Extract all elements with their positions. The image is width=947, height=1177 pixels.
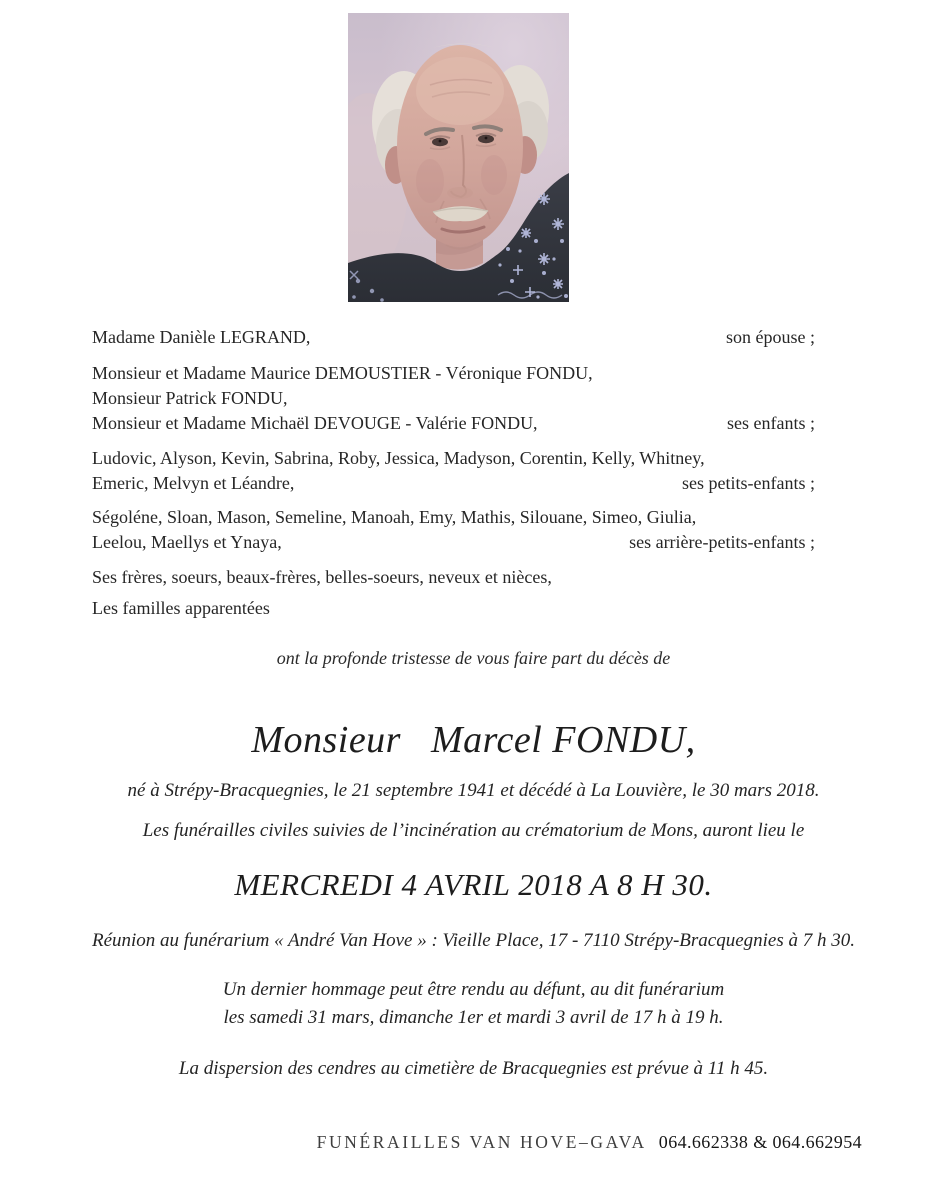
meeting-place-line: Réunion au funérarium « André Van Hove » : Vieille Place, 17 - 7110 Strépy-Bracquegnies à 7 h 30. — [91, 930, 855, 951]
family-names-line: Emeric, Melvyn et Léandre, — [92, 473, 295, 493]
relation-label: ses petits-enfants ; — [682, 473, 815, 493]
ashes-dispersal-line: La dispersion des cendres au cimetière de Bracquegnies est prévue à 11 h 45. — [178, 1058, 769, 1079]
footer — [0, 1132, 947, 1153]
portrait-photo — [348, 13, 569, 302]
family-names-line: Monsieur Patrick FONDU, — [92, 388, 288, 408]
funeral-home-name: FUNÉRAILLES VAN HOVE–GAVA — [316, 1132, 647, 1152]
family-group-great-grandchildren — [92, 505, 815, 555]
relation-label: ses enfants ; — [727, 413, 815, 433]
relation-label: son épouse ; — [726, 327, 815, 347]
family-names-line: Madame Danièle LEGRAND, — [92, 327, 311, 347]
family-names-line: Les familles apparentées — [92, 598, 270, 618]
family-group-siblings — [92, 565, 815, 590]
funeral-datetime-line: MERCREDI 4 AVRIL 2018 A 8 H 30. — [234, 867, 713, 902]
family-group-spouse — [92, 325, 815, 350]
family-names-line: Monsieur et Madame Maurice DEMOUSTIER - Véronique FONDU, — [92, 363, 593, 383]
deceased-title: Monsieur — [251, 719, 401, 761]
funeral-home-phones: 064.662338 & 064.662954 — [658, 1132, 862, 1152]
life-dates-line: né à Strépy-Bracquegnies, le 21 septembre 1941 et décédé à La Louvière, le 30 mars 2018. — [127, 780, 820, 801]
family-group-grandchildren — [92, 446, 815, 496]
family-group-related-families — [92, 596, 815, 621]
relation-label: ses arrière-petits-enfants ; — [629, 532, 815, 552]
family-block — [92, 325, 815, 621]
family-names-line: Ludovic, Alyson, Kevin, Sabrina, Roby, Jessica, Madyson, Corentin, Kelly, Whitney, — [92, 448, 705, 468]
tribute-line-2: les samedi 31 mars, dimanche 1er et mardi 3 avril de 17 h à 19 h. — [223, 1007, 724, 1028]
family-names-line: Leelou, Maellys et Ynaya, — [92, 532, 282, 552]
announcement-intro: ont la profonde tristesse de vous faire part du décès de — [276, 648, 671, 668]
tribute-line-1: Un dernier hommage peut être rendu au défunt, au dit funérarium — [222, 979, 725, 1000]
family-names-line: Ségoléne, Sloan, Mason, Semeline, Manoah, Emy, Mathis, Silouane, Simeo, Giulia, — [92, 507, 697, 527]
portrait-illustration — [348, 13, 569, 302]
deceased-name-line — [0, 716, 947, 764]
family-group-children — [92, 361, 815, 436]
family-names-line: Monsieur et Madame Michaël DEVOUGE - Valérie FONDU, — [92, 413, 538, 433]
family-names-line: Ses frères, soeurs, beaux-frères, belles-soeurs, neveux et nièces, — [92, 567, 552, 587]
funeral-intro-line: Les funérailles civiles suivies de l’incinération au crématorium de Mons, auront lieu le — [142, 820, 805, 841]
deceased-name: Marcel FONDU, — [430, 719, 696, 761]
